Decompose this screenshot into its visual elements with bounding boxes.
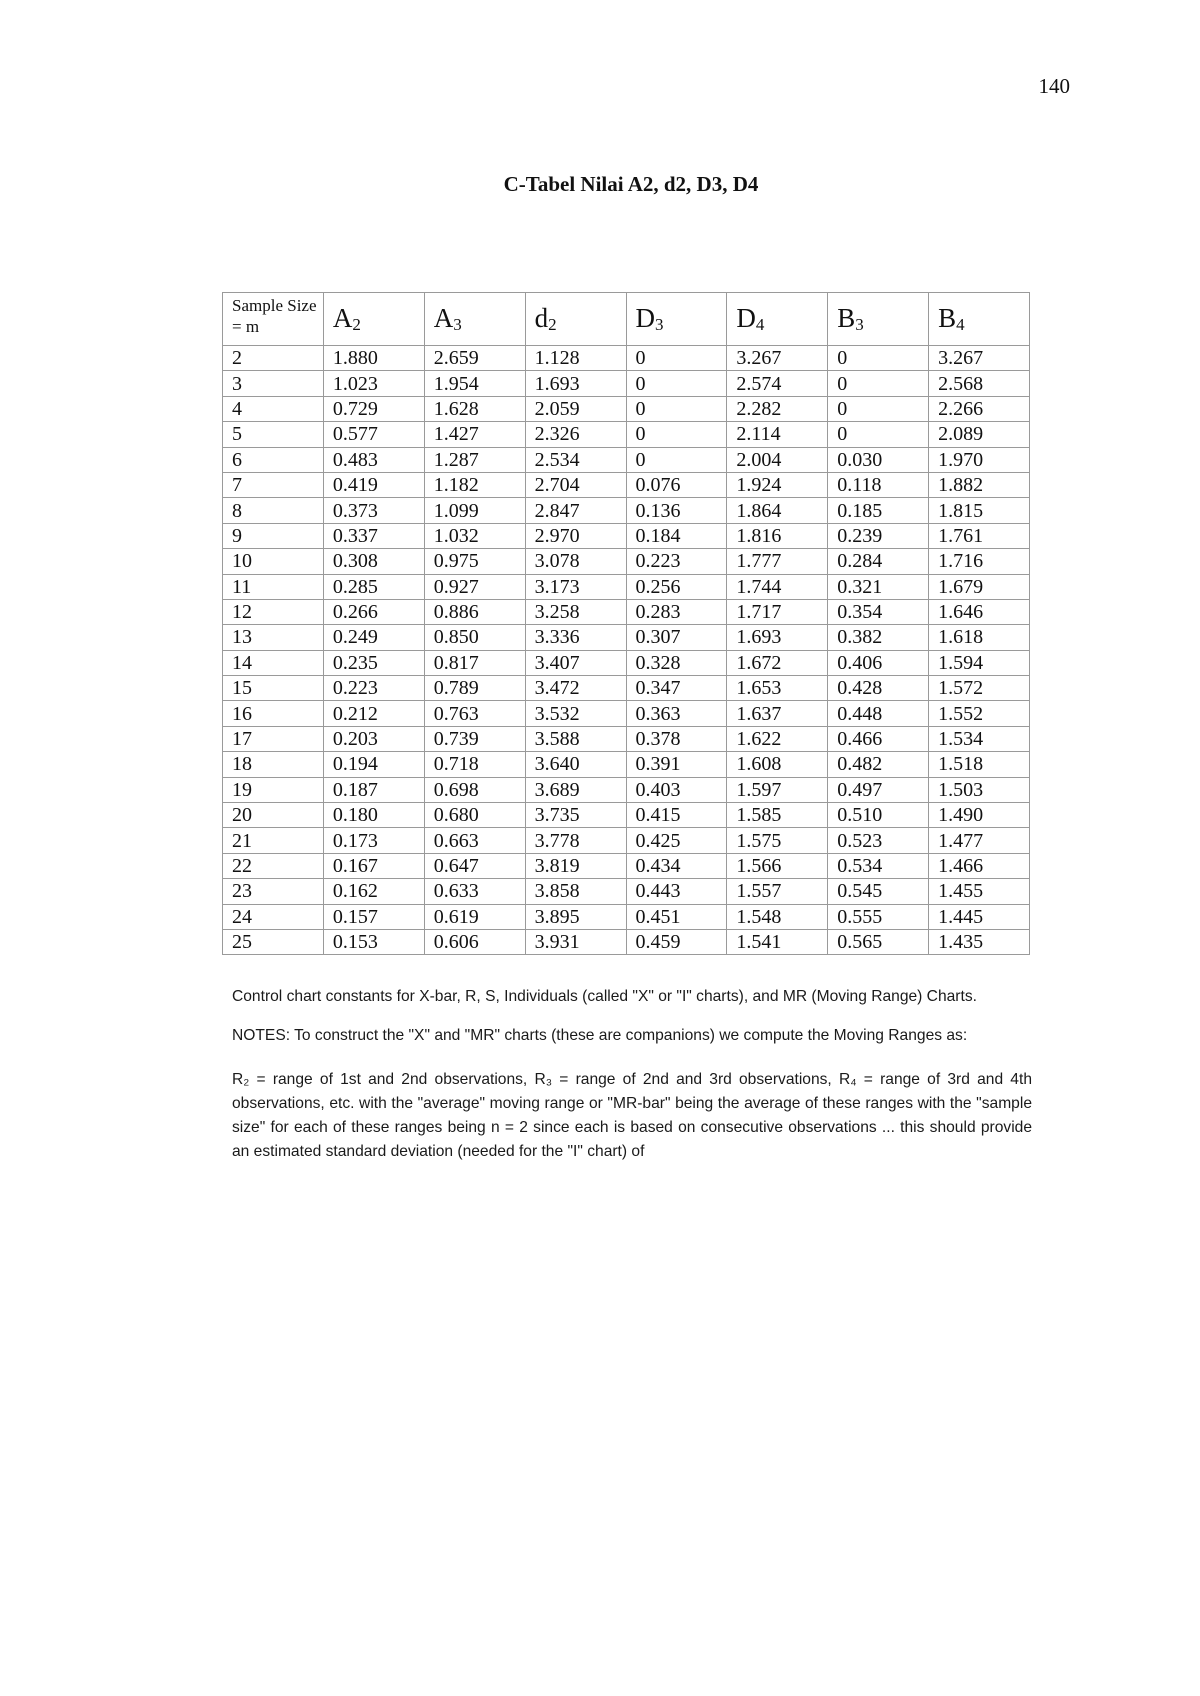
table-header-row — [223, 293, 1030, 346]
constant-cell: 0.249 — [323, 625, 424, 650]
constant-cell: 0.425 — [626, 828, 727, 853]
constant-cell: 3.173 — [525, 574, 626, 599]
constant-cell: 0 — [626, 396, 727, 421]
constant-cell: 0.153 — [323, 929, 424, 954]
sample-size-cell: 16 — [223, 701, 324, 726]
constant-cell: 0.406 — [828, 650, 929, 675]
constant-cell: 0.136 — [626, 498, 727, 523]
sample-size-cell: 13 — [223, 625, 324, 650]
table-row — [223, 828, 1030, 853]
constant-cell: 3.819 — [525, 853, 626, 878]
constant-cell: 0.328 — [626, 650, 727, 675]
constant-cell: 0.347 — [626, 676, 727, 701]
constant-cell: 2.282 — [727, 396, 828, 421]
constant-cell: 3.336 — [525, 625, 626, 650]
constant-cell: 0.428 — [828, 676, 929, 701]
sample-size-cell: 19 — [223, 777, 324, 802]
constant-cell: 0.076 — [626, 472, 727, 497]
sample-size-cell: 25 — [223, 929, 324, 954]
constant-cell: 0.212 — [323, 701, 424, 726]
constant-cell: 3.258 — [525, 599, 626, 624]
constant-cell: 1.882 — [929, 472, 1030, 497]
constant-cell: 0.434 — [626, 853, 727, 878]
constant-cell: 0 — [626, 371, 727, 396]
constant-cell: 0.235 — [323, 650, 424, 675]
table-row — [223, 650, 1030, 675]
constant-cell: 0.391 — [626, 752, 727, 777]
constant-cell: 0.162 — [323, 879, 424, 904]
constant-cell: 0.718 — [424, 752, 525, 777]
constant-cell: 1.477 — [929, 828, 1030, 853]
constant-cell: 0.185 — [828, 498, 929, 523]
sample-size-cell: 24 — [223, 904, 324, 929]
constant-cell: 0.466 — [828, 726, 929, 751]
constant-cell: 0.266 — [323, 599, 424, 624]
sample-size-cell: 14 — [223, 650, 324, 675]
constant-cell: 0.443 — [626, 879, 727, 904]
constant-cell: 1.693 — [525, 371, 626, 396]
table-row — [223, 676, 1030, 701]
constant-cell: 3.267 — [727, 346, 828, 371]
constant-cell: 0.157 — [323, 904, 424, 929]
header-subscript: 3 — [453, 315, 462, 334]
table-row — [223, 422, 1030, 447]
constant-cell: 0 — [626, 346, 727, 371]
constant-cell: 3.267 — [929, 346, 1030, 371]
table-row — [223, 346, 1030, 371]
control-chart-constants-table — [222, 292, 1030, 955]
header-symbol: A — [433, 303, 454, 333]
constant-cell: 3.778 — [525, 828, 626, 853]
constant-cell: 0.285 — [323, 574, 424, 599]
sample-size-cell: 4 — [223, 396, 324, 421]
notes-body: R₂ = range of 1st and 2nd observations, R₃ = range of 2nd and 3rd observations, R₄ = range of 3rd and 4th observations, etc. with the "average" moving range or "MR-bar" being the average of these ranges with the "sample size" for each of these ranges being n = 2 since each is based on consecutive observations ... this should provide an estimated standard deviation (needed for the "I" chart) of — [232, 1071, 1032, 1160]
table-row — [223, 929, 1030, 954]
constant-cell: 0.283 — [626, 599, 727, 624]
table-caption: Control chart constants for X-bar, R, S, Individuals (called "X" or "I" charts), and MR (Moving Range) Charts. — [232, 988, 977, 1005]
constant-cell: 2.847 — [525, 498, 626, 523]
constant-cell: 0.633 — [424, 879, 525, 904]
constant-cell: 0.180 — [323, 803, 424, 828]
sample-size-cell: 5 — [223, 422, 324, 447]
constant-cell: 0.256 — [626, 574, 727, 599]
constant-cell: 1.672 — [727, 650, 828, 675]
constant-cell: 0.663 — [424, 828, 525, 853]
sample-size-cell: 21 — [223, 828, 324, 853]
constant-cell: 3.078 — [525, 549, 626, 574]
constant-cell: 2.326 — [525, 422, 626, 447]
header-subscript: 3 — [655, 315, 664, 334]
constant-cell: 0.382 — [828, 625, 929, 650]
constant-cell: 1.628 — [424, 396, 525, 421]
header-subscript: 3 — [855, 315, 864, 334]
constant-cell: 1.924 — [727, 472, 828, 497]
constant-cell: 1.716 — [929, 549, 1030, 574]
sample-size-cell: 22 — [223, 853, 324, 878]
constant-cell: 0.647 — [424, 853, 525, 878]
constant-cell: 1.653 — [727, 676, 828, 701]
constant-cell: 1.455 — [929, 879, 1030, 904]
constant-cell: 1.954 — [424, 371, 525, 396]
constant-cell: 0.534 — [828, 853, 929, 878]
constant-cell: 0.308 — [323, 549, 424, 574]
constant-cell: 3.532 — [525, 701, 626, 726]
constant-cell: 0.606 — [424, 929, 525, 954]
constant-cell: 0.223 — [323, 676, 424, 701]
header-subscript: 2 — [352, 315, 361, 334]
table-row — [223, 574, 1030, 599]
table-row — [223, 904, 1030, 929]
header-symbol: d — [534, 303, 549, 333]
constant-cell: 2.089 — [929, 422, 1030, 447]
constant-cell: 0.448 — [828, 701, 929, 726]
constant-cell: 1.552 — [929, 701, 1030, 726]
constant-cell: 0.363 — [626, 701, 727, 726]
constant-cell: 1.637 — [727, 701, 828, 726]
constant-cell: 0.284 — [828, 549, 929, 574]
constant-cell: 1.816 — [727, 523, 828, 548]
constant-cell: 1.744 — [727, 574, 828, 599]
constant-cell: 1.585 — [727, 803, 828, 828]
constant-cell: 2.568 — [929, 371, 1030, 396]
constant-cell: 0.850 — [424, 625, 525, 650]
table-row — [223, 599, 1030, 624]
constant-cell: 1.445 — [929, 904, 1030, 929]
constant-cell: 0.680 — [424, 803, 525, 828]
constant-cell: 0.337 — [323, 523, 424, 548]
constant-cell: 1.435 — [929, 929, 1030, 954]
constant-cell: 1.548 — [727, 904, 828, 929]
constant-cell: 1.099 — [424, 498, 525, 523]
header-symbol: D — [736, 303, 756, 333]
header-symbol: D — [635, 303, 655, 333]
constant-cell: 1.618 — [929, 625, 1030, 650]
constant-cell: 2.574 — [727, 371, 828, 396]
constant-cell: 0.927 — [424, 574, 525, 599]
constant-cell: 1.717 — [727, 599, 828, 624]
constant-cell: 0.239 — [828, 523, 929, 548]
constant-cell: 0 — [828, 346, 929, 371]
header-d2 — [525, 293, 626, 346]
constant-cell: 1.566 — [727, 853, 828, 878]
constant-cell: 1.503 — [929, 777, 1030, 802]
constant-cell: 3.735 — [525, 803, 626, 828]
constant-cell: 1.557 — [727, 879, 828, 904]
constant-cell: 1.182 — [424, 472, 525, 497]
sample-size-cell: 8 — [223, 498, 324, 523]
constant-cell: 1.815 — [929, 498, 1030, 523]
constant-cell: 0.886 — [424, 599, 525, 624]
constant-cell: 0.739 — [424, 726, 525, 751]
constant-cell: 1.594 — [929, 650, 1030, 675]
constant-cell: 0.403 — [626, 777, 727, 802]
constant-cell: 0.789 — [424, 676, 525, 701]
header-a2 — [323, 293, 424, 346]
sample-size-cell: 11 — [223, 574, 324, 599]
table-row — [223, 879, 1030, 904]
header-b4 — [929, 293, 1030, 346]
sample-size-cell: 3 — [223, 371, 324, 396]
constant-cell: 0.173 — [323, 828, 424, 853]
constant-cell: 0.194 — [323, 752, 424, 777]
header-symbol: B — [938, 303, 957, 333]
table-row — [223, 625, 1030, 650]
sample-size-cell: 18 — [223, 752, 324, 777]
page-title: C-Tabel Nilai A2, d2, D3, D4 — [503, 172, 759, 196]
table-row — [223, 701, 1030, 726]
constant-cell: 0.167 — [323, 853, 424, 878]
constant-cell: 0.523 — [828, 828, 929, 853]
constant-cell: 1.693 — [727, 625, 828, 650]
constant-cell: 0.577 — [323, 422, 424, 447]
constant-cell: 0.354 — [828, 599, 929, 624]
constant-cell: 1.608 — [727, 752, 828, 777]
constant-cell: 0.619 — [424, 904, 525, 929]
constant-cell: 3.895 — [525, 904, 626, 929]
constant-cell: 0.817 — [424, 650, 525, 675]
constant-cell: 1.541 — [727, 929, 828, 954]
constant-cell: 1.970 — [929, 447, 1030, 472]
sample-size-cell: 23 — [223, 879, 324, 904]
constant-cell: 2.970 — [525, 523, 626, 548]
constant-cell: 0 — [828, 422, 929, 447]
constant-cell: 0.555 — [828, 904, 929, 929]
constant-cell: 0.698 — [424, 777, 525, 802]
notes-heading: NOTES: To construct the "X" and "MR" charts (these are companions) we compute the Moving Ranges as: — [232, 1027, 968, 1044]
table-row — [223, 777, 1030, 802]
sample-size-cell: 9 — [223, 523, 324, 548]
sample-size-cell: 15 — [223, 676, 324, 701]
constant-cell: 0.482 — [828, 752, 929, 777]
constant-cell: 3.689 — [525, 777, 626, 802]
constant-cell: 1.880 — [323, 346, 424, 371]
header-subscript: 4 — [956, 315, 965, 334]
constant-cell: 0.030 — [828, 447, 929, 472]
constant-cell: 1.427 — [424, 422, 525, 447]
constant-cell: 1.128 — [525, 346, 626, 371]
constant-cell: 2.004 — [727, 447, 828, 472]
constant-cell: 1.032 — [424, 523, 525, 548]
sample-size-cell: 2 — [223, 346, 324, 371]
constant-cell: 0.223 — [626, 549, 727, 574]
header-a3 — [424, 293, 525, 346]
header-d3 — [626, 293, 727, 346]
constant-cell: 0.118 — [828, 472, 929, 497]
constant-cell: 1.287 — [424, 447, 525, 472]
constant-cell: 3.931 — [525, 929, 626, 954]
constant-cell: 1.466 — [929, 853, 1030, 878]
table-body — [223, 346, 1030, 955]
constant-cell: 0.373 — [323, 498, 424, 523]
constant-cell: 3.588 — [525, 726, 626, 751]
constant-cell: 0.415 — [626, 803, 727, 828]
constant-cell: 1.646 — [929, 599, 1030, 624]
page-number: 140 — [1038, 74, 1070, 98]
sample-size-cell: 20 — [223, 803, 324, 828]
sample-size-cell: 6 — [223, 447, 324, 472]
header-subscript: 2 — [548, 315, 557, 334]
table-row — [223, 472, 1030, 497]
constant-cell: 2.704 — [525, 472, 626, 497]
constant-cell: 1.572 — [929, 676, 1030, 701]
table-row — [223, 726, 1030, 751]
constant-cell: 0.187 — [323, 777, 424, 802]
constant-cell: 1.597 — [727, 777, 828, 802]
constant-cell: 1.490 — [929, 803, 1030, 828]
constant-cell: 0.565 — [828, 929, 929, 954]
sample-size-cell: 12 — [223, 599, 324, 624]
constant-cell: 0.497 — [828, 777, 929, 802]
constant-cell: 0.321 — [828, 574, 929, 599]
constant-cell: 1.575 — [727, 828, 828, 853]
constant-cell: 1.761 — [929, 523, 1030, 548]
header-symbol: B — [837, 303, 856, 333]
constant-cell: 1.777 — [727, 549, 828, 574]
constant-cell: 0.763 — [424, 701, 525, 726]
table-row — [223, 752, 1030, 777]
constant-cell: 0.975 — [424, 549, 525, 574]
table-row — [223, 549, 1030, 574]
constant-cell: 0 — [626, 422, 727, 447]
constant-cell: 0 — [626, 447, 727, 472]
constant-cell: 0.729 — [323, 396, 424, 421]
constant-cell: 0.451 — [626, 904, 727, 929]
constant-cell: 0.378 — [626, 726, 727, 751]
constant-cell: 3.640 — [525, 752, 626, 777]
constant-cell: 2.659 — [424, 346, 525, 371]
constant-cell: 0.459 — [626, 929, 727, 954]
constant-cell: 1.518 — [929, 752, 1030, 777]
constant-cell: 2.266 — [929, 396, 1030, 421]
constant-cell: 1.534 — [929, 726, 1030, 751]
constant-cell: 3.858 — [525, 879, 626, 904]
table-row — [223, 853, 1030, 878]
sample-size-cell: 10 — [223, 549, 324, 574]
constant-cell: 3.407 — [525, 650, 626, 675]
table-row — [223, 498, 1030, 523]
constant-cell: 0.184 — [626, 523, 727, 548]
constant-cell: 0.203 — [323, 726, 424, 751]
header-symbol: A — [332, 303, 353, 333]
sample-size-cell: 17 — [223, 726, 324, 751]
constant-cell: 0.545 — [828, 879, 929, 904]
table-row — [223, 803, 1030, 828]
constant-cell: 2.114 — [727, 422, 828, 447]
header-sample-size: Sample Size = m — [223, 293, 324, 346]
header-b3 — [828, 293, 929, 346]
header-subscript: 4 — [755, 315, 765, 334]
constant-cell: 0 — [828, 396, 929, 421]
table-row — [223, 523, 1030, 548]
table-row — [223, 447, 1030, 472]
constant-cell: 0.483 — [323, 447, 424, 472]
table-row — [223, 396, 1030, 421]
constant-cell: 0.307 — [626, 625, 727, 650]
constant-cell: 1.864 — [727, 498, 828, 523]
header-d4 — [727, 293, 828, 346]
constant-cell: 2.059 — [525, 396, 626, 421]
table-row — [223, 371, 1030, 396]
constant-cell: 1.023 — [323, 371, 424, 396]
constant-cell: 3.472 — [525, 676, 626, 701]
sample-size-cell: 7 — [223, 472, 324, 497]
constant-cell: 1.679 — [929, 574, 1030, 599]
constant-cell: 0.510 — [828, 803, 929, 828]
constant-cell: 0.419 — [323, 472, 424, 497]
constant-cell: 1.622 — [727, 726, 828, 751]
constant-cell: 2.534 — [525, 447, 626, 472]
constant-cell: 0 — [828, 371, 929, 396]
